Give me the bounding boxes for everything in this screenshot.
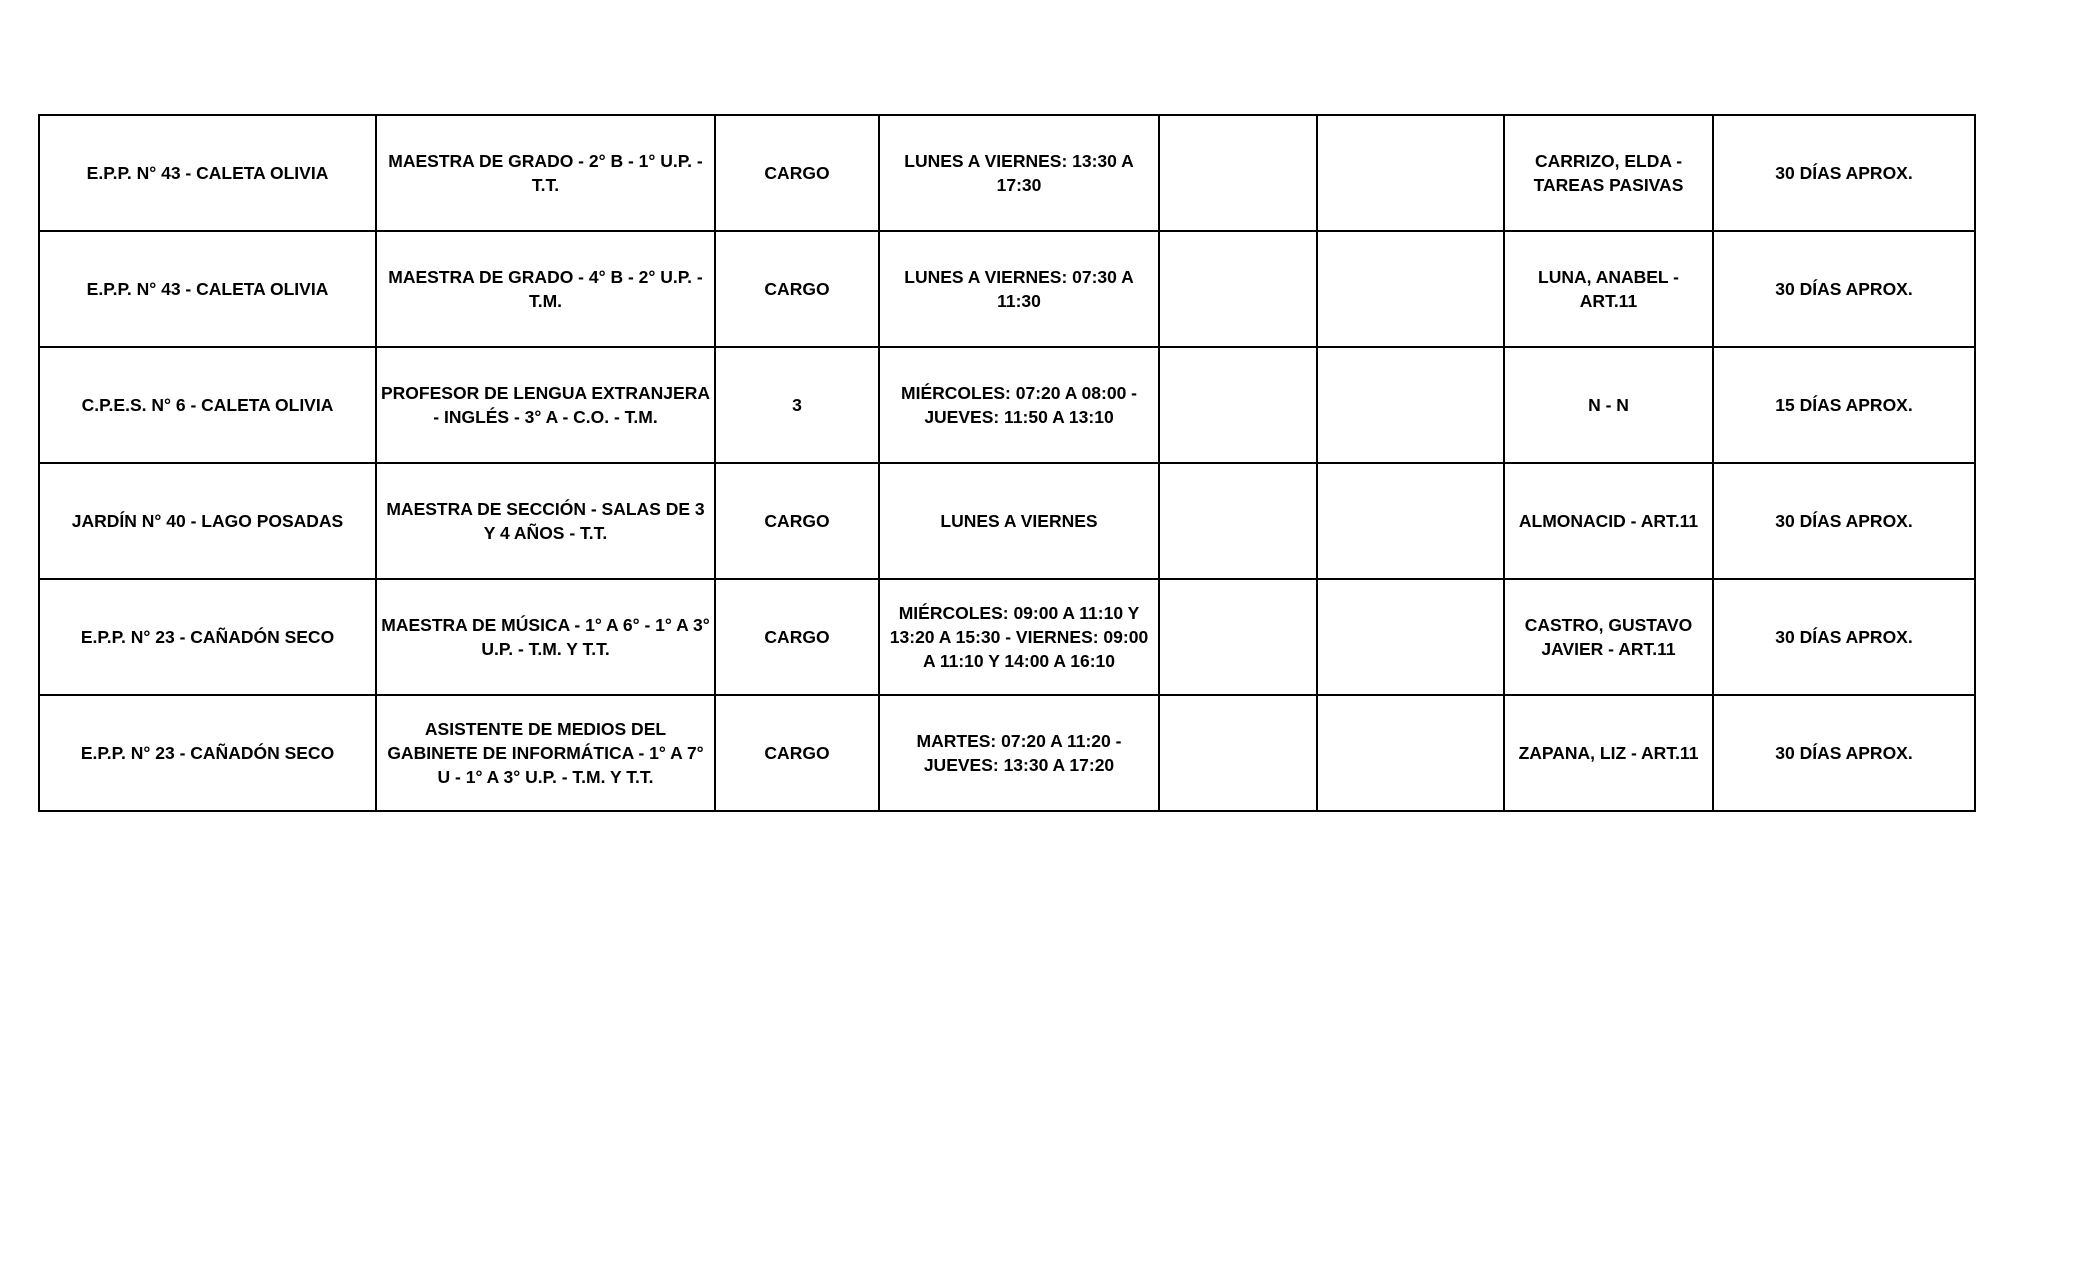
replaces-cell: CASTRO, GUSTAVO JAVIER - ART.11 bbox=[1504, 579, 1713, 695]
school-cell: E.P.P. N° 23 - CAÑADÓN SECO bbox=[39, 579, 376, 695]
position-cell: PROFESOR DE LENGUA EXTRANJERA - INGLÉS - 3° A - C.O. - T.M. bbox=[376, 347, 715, 463]
duration-cell: 30 DÍAS APROX. bbox=[1713, 231, 1975, 347]
empty-cell bbox=[1317, 695, 1504, 811]
empty-cell bbox=[1159, 231, 1317, 347]
table-row bbox=[39, 347, 1975, 463]
position-cell: MAESTRA DE GRADO - 2° B - 1° U.P. - T.T. bbox=[376, 115, 715, 231]
vacancies-table bbox=[38, 114, 1976, 812]
position-cell: MAESTRA DE SECCIÓN - SALAS DE 3 Y 4 AÑOS - T.T. bbox=[376, 463, 715, 579]
position-cell: ASISTENTE DE MEDIOS DEL GABINETE DE INFORMÁTICA - 1° A 7° U - 1° A 3° U.P. - T.M. Y T.T. bbox=[376, 695, 715, 811]
position-cell: MAESTRA DE GRADO - 4° B - 2° U.P. - T.M. bbox=[376, 231, 715, 347]
empty-cell bbox=[1317, 115, 1504, 231]
school-cell: JARDÍN N° 40 - LAGO POSADAS bbox=[39, 463, 376, 579]
schedule-cell: LUNES A VIERNES: 13:30 A 17:30 bbox=[879, 115, 1159, 231]
empty-cell bbox=[1317, 463, 1504, 579]
school-cell: C.P.E.S. N° 6 - CALETA OLIVIA bbox=[39, 347, 376, 463]
position-cell: MAESTRA DE MÚSICA - 1° A 6° - 1° A 3° U.P. - T.M. Y T.T. bbox=[376, 579, 715, 695]
schedule-cell: LUNES A VIERNES: 07:30 A 11:30 bbox=[879, 231, 1159, 347]
empty-cell bbox=[1159, 579, 1317, 695]
hours-cell: CARGO bbox=[715, 695, 879, 811]
replaces-cell: N - N bbox=[1504, 347, 1713, 463]
duration-cell: 30 DÍAS APROX. bbox=[1713, 463, 1975, 579]
table-row bbox=[39, 579, 1975, 695]
hours-cell: 3 bbox=[715, 347, 879, 463]
hours-cell: CARGO bbox=[715, 463, 879, 579]
empty-cell bbox=[1159, 115, 1317, 231]
replaces-cell: CARRIZO, ELDA - TAREAS PASIVAS bbox=[1504, 115, 1713, 231]
duration-cell: 30 DÍAS APROX. bbox=[1713, 695, 1975, 811]
replaces-cell: ZAPANA, LIZ - ART.11 bbox=[1504, 695, 1713, 811]
schedule-cell: MIÉRCOLES: 07:20 A 08:00 - JUEVES: 11:50 A 13:10 bbox=[879, 347, 1159, 463]
empty-cell bbox=[1317, 231, 1504, 347]
school-cell: E.P.P. N° 23 - CAÑADÓN SECO bbox=[39, 695, 376, 811]
empty-cell bbox=[1317, 347, 1504, 463]
table-row bbox=[39, 115, 1975, 231]
duration-cell: 30 DÍAS APROX. bbox=[1713, 579, 1975, 695]
table-row bbox=[39, 463, 1975, 579]
empty-cell bbox=[1159, 463, 1317, 579]
empty-cell bbox=[1159, 695, 1317, 811]
hours-cell: CARGO bbox=[715, 231, 879, 347]
school-cell: E.P.P. N° 43 - CALETA OLIVIA bbox=[39, 115, 376, 231]
schedule-cell: MIÉRCOLES: 09:00 A 11:10 Y 13:20 A 15:30 - VIERNES: 09:00 A 11:10 Y 14:00 A 16:10 bbox=[879, 579, 1159, 695]
duration-cell: 15 DÍAS APROX. bbox=[1713, 347, 1975, 463]
replaces-cell: ALMONACID - ART.11 bbox=[1504, 463, 1713, 579]
school-cell: E.P.P. N° 43 - CALETA OLIVIA bbox=[39, 231, 376, 347]
hours-cell: CARGO bbox=[715, 579, 879, 695]
duration-cell: 30 DÍAS APROX. bbox=[1713, 115, 1975, 231]
hours-cell: CARGO bbox=[715, 115, 879, 231]
replaces-cell: LUNA, ANABEL - ART.11 bbox=[1504, 231, 1713, 347]
schedule-cell: LUNES A VIERNES bbox=[879, 463, 1159, 579]
empty-cell bbox=[1317, 579, 1504, 695]
empty-cell bbox=[1159, 347, 1317, 463]
table-row bbox=[39, 695, 1975, 811]
schedule-cell: MARTES: 07:20 A 11:20 - JUEVES: 13:30 A 17:20 bbox=[879, 695, 1159, 811]
table-row bbox=[39, 231, 1975, 347]
